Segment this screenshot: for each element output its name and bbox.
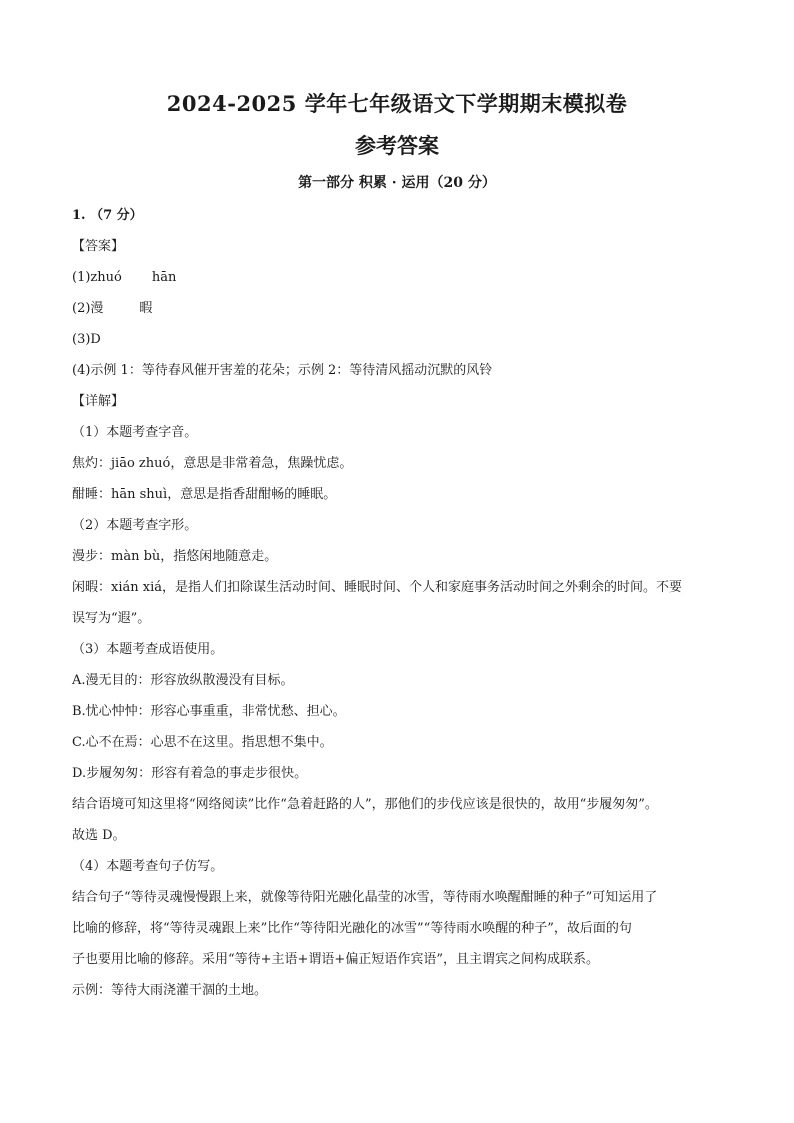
answer-2 xyxy=(72,293,742,324)
detail-line: D.步履匆匆：形容有着急的事走步很快。 xyxy=(72,766,308,781)
answer-1-second: hān xyxy=(151,270,177,285)
answer-content xyxy=(72,200,742,1006)
detail-line: A.漫无目的：形容放纵散漫没有目标。 xyxy=(72,673,294,688)
answer-2-second: 暇 xyxy=(139,301,153,316)
page-subtitle: 参考答案 xyxy=(355,133,439,158)
answer-1 xyxy=(72,262,742,293)
detail-line: 比喻的修辞，将“等待灵魂跟上来”比作“等待阳光融化的冰雪”“等待雨水唤醒的种子”，故后面的句 xyxy=(72,921,632,936)
detail-line: 酣睡：hān shuì，意思是指香甜酣畅的睡眠。 xyxy=(72,487,337,502)
detail-line: （2）本题考查字形。 xyxy=(72,518,198,533)
detail-line: B.忧心忡忡：形容心事重重，非常忧愁、担心。 xyxy=(72,704,346,719)
detail-line: （1）本题考查字音。 xyxy=(72,425,198,440)
question-number: 1. （7 分） xyxy=(72,208,143,223)
detail-line: 子也要用比喻的修辞。采用“等待+主语+谓语+偏正短语作宾语”，且主谓宾之间构成联系。 xyxy=(72,952,599,967)
section-heading: 第一部分 积累 · 运用（20 分） xyxy=(298,175,496,191)
answer-4: (4)示例 1：等待春风催开害羞的花朵；示例 2：等待清风摇动沉默的风铃 xyxy=(72,363,493,378)
detail-line: 结合句子“等待灵魂慢慢跟上来，就像等待阳光融化晶莹的冰雪，等待雨水唤醒酣睡的种子”可知运用了 xyxy=(72,890,658,905)
detail-line: 故选 D。 xyxy=(72,828,126,843)
page-title: 2024-2025 学年七年级语文下学期期末模拟卷 xyxy=(166,91,628,116)
detail-line: 漫步：màn bù，指悠闲地随意走。 xyxy=(72,549,278,564)
answer-2-first: (2)漫 xyxy=(72,301,104,316)
answer-3: (3)D xyxy=(72,332,101,347)
detail-line: 结合语境可知这里将“网络阅读”比作“急着赶路的人”，那他们的步伐应该是很快的，故用“步履匆匆”。 xyxy=(72,797,658,812)
detail-line: （3）本题考查成语使用。 xyxy=(72,642,224,657)
detail-line: 误写为“遐”。 xyxy=(72,611,151,626)
detail-line: 焦灼：jiāo zhuó，意思是非常着急，焦躁忧虑。 xyxy=(72,456,353,471)
detail-line: （4）本题考查句子仿写。 xyxy=(72,859,224,874)
answer-1-first: (1)zhuó xyxy=(72,270,122,285)
detail-line: 示例：等待大雨浇灌干涸的土地。 xyxy=(72,983,268,998)
detail-line: 闲暇：xián xiá，是指人们扣除谋生活动时间、睡眠时间、个人和家庭事务活动时间之外剩余的时间。不要 xyxy=(72,580,682,595)
detail-heading: 【详解】 xyxy=(72,394,125,409)
answer-heading: 【答案】 xyxy=(72,239,125,254)
detail-line: C.心不在焉：心思不在这里。指思想不集中。 xyxy=(72,735,333,750)
